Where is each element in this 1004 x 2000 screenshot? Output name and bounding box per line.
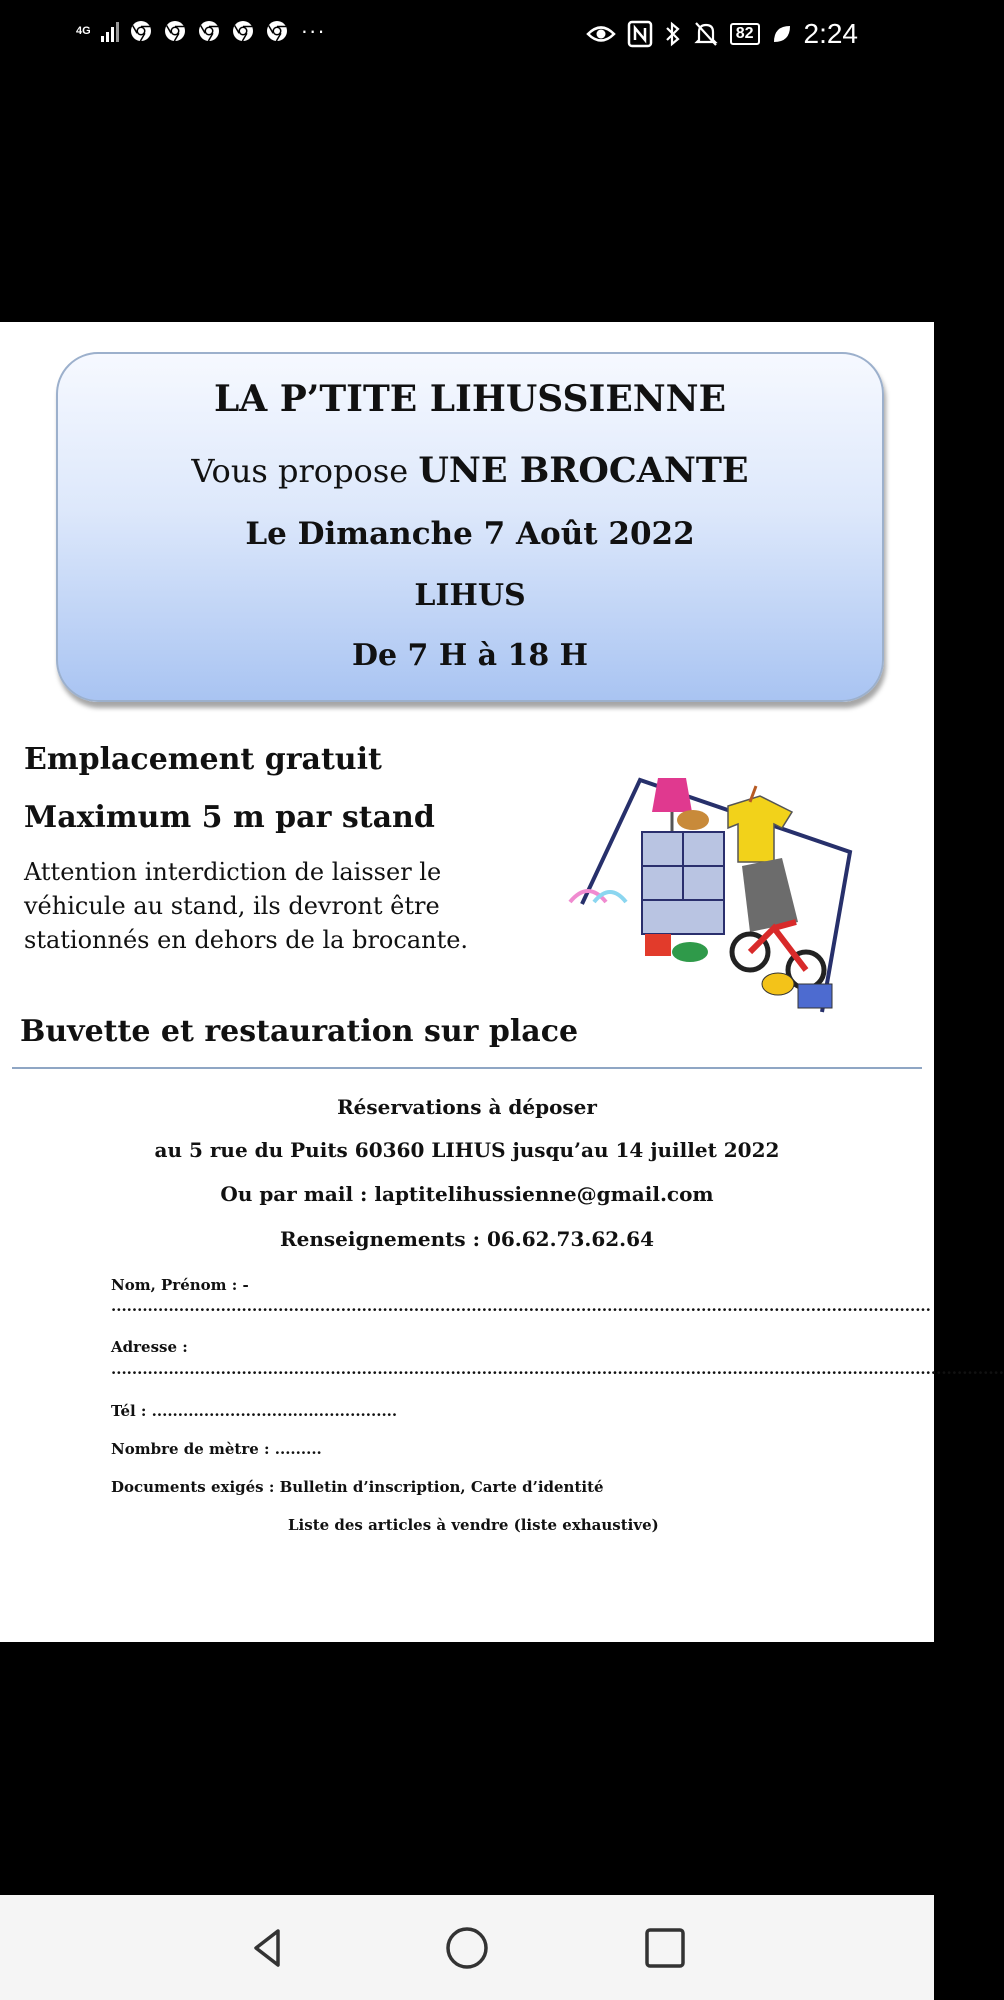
nfc-icon: [628, 21, 652, 47]
bluetooth-icon: [664, 21, 682, 47]
eye-icon: [586, 23, 616, 45]
form-name-label: Nom, Prénom : -: [111, 1276, 249, 1294]
form-items-list-label: Liste des articles à vendre (liste exhaustive): [288, 1516, 659, 1534]
event-name: UNE BROCANTE: [418, 450, 749, 491]
clock: 2:24: [803, 18, 858, 49]
refreshments-text: Buvette et restauration sur place: [20, 1014, 579, 1049]
recents-icon[interactable]: [642, 1925, 688, 1971]
leaf-icon: [772, 24, 792, 44]
home-icon[interactable]: [444, 1925, 490, 1971]
event-subtitle: [58, 450, 882, 491]
status-bar: [0, 0, 934, 70]
form-meters-label: Nombre de mètre : .........: [111, 1440, 322, 1458]
flyer-image: [0, 322, 1004, 1642]
chrome-icon: [265, 19, 289, 43]
reservation-email: Ou par mail : laptitelihussienne@gmail.com: [220, 1182, 714, 1206]
battery-icon: 82: [730, 23, 760, 45]
chrome-icon: [129, 19, 153, 43]
status-left: [76, 18, 326, 44]
chrome-icon: [197, 19, 221, 43]
header-banner: [56, 352, 884, 702]
event-place: LIHUS: [414, 578, 526, 613]
more-notifications: ···: [300, 18, 326, 43]
form-name-line: .............................................................................................................................................................: [111, 1297, 931, 1315]
info-phone: Renseignements : 06.62.73.62.64: [280, 1227, 654, 1251]
back-icon[interactable]: [244, 1925, 290, 1971]
form-phone-label: Tél : ...............................................: [111, 1402, 398, 1420]
max-size-text: Maximum 5 m par stand: [24, 800, 435, 835]
brocante-illustration: [560, 762, 890, 1022]
attention-notice: Attention interdiction de laisser le véhicule au stand, ils devront être stationnés en dehors de la brocante.: [24, 858, 469, 954]
event-date: Le Dimanche 7 Août 2022: [245, 516, 695, 552]
event-hours: De 7 H à 18 H: [351, 638, 589, 673]
form-documents-label: Documents exigés : Bulletin d’inscription, Carte d’identité: [111, 1478, 604, 1496]
navigation-bar: [0, 1895, 934, 2000]
form-address-label: Adresse :: [111, 1338, 188, 1356]
divider: [12, 1067, 922, 1069]
form-address-line: ...........................................................................................................................................................................: [111, 1360, 1004, 1378]
free-spot-text: Emplacement gratuit: [24, 742, 382, 777]
reservation-title: Réservations à déposer: [337, 1095, 597, 1119]
mute-icon: [694, 21, 718, 47]
subtitle-prefix: Vous propose: [191, 452, 409, 490]
chrome-icon: [231, 19, 255, 43]
chrome-icon: [163, 19, 187, 43]
reservation-address: au 5 rue du Puits 60360 LIHUS jusqu’au 14 juillet 2022: [154, 1138, 780, 1162]
network-type: 4G: [76, 25, 91, 37]
status-right: [586, 18, 858, 50]
signal-icon: [101, 20, 119, 42]
organizer-title: LA P’TITE LIHUSSIENNE: [213, 378, 727, 420]
